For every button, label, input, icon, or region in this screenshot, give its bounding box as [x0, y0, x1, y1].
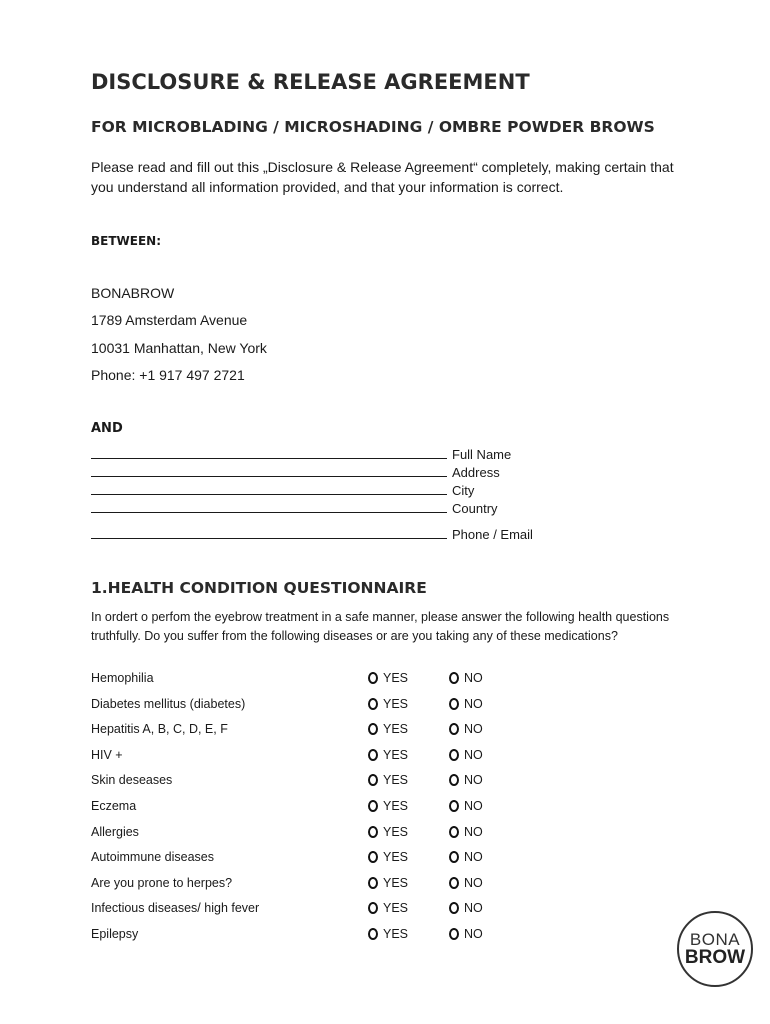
no-option[interactable]	[449, 748, 483, 762]
radio-circle-icon[interactable]	[368, 774, 378, 786]
yes-label: YES	[383, 824, 409, 839]
radio-circle-icon[interactable]	[368, 851, 378, 863]
full-name-label: Full Name	[452, 447, 512, 462]
radio-circle-icon[interactable]	[449, 826, 459, 838]
radio-circle-icon[interactable]	[449, 723, 459, 735]
country-field[interactable]	[91, 501, 498, 516]
yes-label: YES	[383, 901, 409, 916]
party-street: 1789 Amsterdam Avenue	[91, 312, 248, 328]
yes-option[interactable]	[368, 773, 408, 787]
no-option[interactable]	[449, 825, 483, 839]
no-option[interactable]	[449, 799, 483, 813]
question-row	[91, 901, 511, 921]
question-label: Infectious diseases/ high fever	[91, 901, 260, 916]
no-label: NO	[464, 901, 483, 916]
no-label: NO	[464, 875, 483, 890]
question-label: Epilepsy	[91, 927, 139, 941]
logo-line2: BROW	[684, 947, 746, 968]
question-label: Allergies	[91, 824, 139, 839]
radio-circle-icon[interactable]	[449, 672, 459, 684]
radio-circle-icon[interactable]	[368, 723, 378, 735]
yes-label: YES	[383, 927, 409, 941]
question-row	[91, 876, 511, 896]
radio-circle-icon[interactable]	[368, 877, 378, 889]
document-title: DISCLOSURE & RELEASE AGREEMENT	[91, 70, 530, 94]
questionnaire-intro: In ordert o perfom the eyebrow treatment in a safe manner, please answer the following health questions truthfully. Do you suffer from the following diseases or are you taking any of these medications?	[91, 610, 670, 643]
questionnaire-title: 1.HEALTH CONDITION QUESTIONNAIRE	[91, 579, 427, 597]
no-label: NO	[464, 799, 483, 813]
question-label: Autoimmune diseases	[91, 850, 214, 865]
between-label: BETWEEN:	[91, 234, 162, 248]
question-row	[91, 927, 511, 947]
party-city: 10031 Manhattan, New York	[91, 340, 267, 356]
intro-paragraph: Please read and fill out this „Disclosure & Release Agreement“ completely, making certain that you understand all information provided, and that your information is correct.	[91, 159, 674, 195]
radio-circle-icon[interactable]	[368, 826, 378, 838]
yes-label: YES	[383, 671, 409, 685]
yes-label: YES	[383, 696, 409, 711]
document-subtitle: FOR MICROBLADING / MICROSHADING / OMBRE POWDER BROWS	[91, 118, 655, 136]
party-name: BONABROW	[91, 285, 175, 301]
no-option[interactable]	[449, 901, 483, 915]
question-row	[91, 850, 511, 870]
yes-option[interactable]	[368, 901, 408, 915]
city-field[interactable]	[91, 483, 474, 498]
and-label: AND	[91, 421, 123, 436]
yes-option[interactable]	[368, 671, 408, 685]
question-row	[91, 722, 511, 742]
yes-option[interactable]	[368, 825, 408, 839]
no-option[interactable]	[449, 927, 483, 941]
radio-circle-icon[interactable]	[449, 851, 459, 863]
country-line[interactable]	[91, 501, 447, 513]
no-label: NO	[464, 722, 483, 737]
question-row	[91, 799, 511, 819]
radio-circle-icon[interactable]	[449, 774, 459, 786]
no-option[interactable]	[449, 773, 483, 787]
radio-circle-icon[interactable]	[368, 902, 378, 914]
no-label: NO	[464, 850, 483, 865]
question-row	[91, 697, 511, 717]
yes-option[interactable]	[368, 697, 408, 711]
radio-circle-icon[interactable]	[368, 672, 378, 684]
no-label: NO	[464, 824, 483, 839]
question-label: Skin deseases	[91, 773, 173, 788]
yes-label: YES	[383, 799, 409, 813]
no-option[interactable]	[449, 671, 483, 685]
question-row	[91, 671, 511, 691]
radio-circle-icon[interactable]	[368, 928, 378, 940]
yes-label: YES	[383, 747, 409, 762]
phone-email-field[interactable]	[91, 527, 533, 542]
yes-option[interactable]	[368, 799, 408, 813]
yes-label: YES	[383, 722, 409, 737]
city-label: City	[452, 483, 475, 498]
radio-circle-icon[interactable]	[449, 877, 459, 889]
yes-option[interactable]	[368, 748, 408, 762]
radio-circle-icon[interactable]	[449, 698, 459, 710]
country-label: Country	[452, 501, 498, 516]
yes-label: YES	[383, 850, 409, 865]
question-label: Hepatitis A, B, C, D, E, F	[91, 722, 228, 737]
address-label: Address	[452, 465, 500, 480]
yes-option[interactable]	[368, 927, 408, 941]
no-label: NO	[464, 671, 483, 685]
address-field[interactable]	[91, 465, 500, 480]
yes-option[interactable]	[368, 722, 408, 736]
radio-circle-icon[interactable]	[368, 800, 378, 812]
no-label: NO	[464, 696, 483, 711]
question-row	[91, 748, 511, 768]
radio-circle-icon[interactable]	[368, 749, 378, 761]
city-line[interactable]	[91, 483, 447, 495]
question-label: Are you prone to herpes?	[91, 875, 233, 890]
radio-circle-icon[interactable]	[449, 928, 459, 940]
full-name-field[interactable]	[91, 447, 511, 462]
yes-label: YES	[383, 875, 409, 890]
no-label: NO	[464, 773, 483, 788]
question-row	[91, 825, 511, 845]
no-label: NO	[464, 747, 483, 762]
no-option[interactable]	[449, 722, 483, 736]
question-label: HIV +	[91, 747, 123, 762]
phone-email-label: Phone / Email	[452, 527, 533, 542]
logo-line1: BONA	[689, 930, 741, 949]
question-label: Hemophilia	[91, 671, 154, 685]
bonabrow-logo	[677, 911, 753, 987]
radio-circle-icon[interactable]	[449, 749, 459, 761]
no-option[interactable]	[449, 850, 483, 864]
full-name-line[interactable]	[91, 447, 447, 459]
phone-email-line[interactable]	[91, 527, 447, 539]
radio-circle-icon[interactable]	[449, 800, 459, 812]
yes-label: YES	[383, 773, 409, 788]
radio-circle-icon[interactable]	[449, 902, 459, 914]
question-row	[91, 773, 511, 793]
yes-option[interactable]	[368, 876, 408, 890]
no-option[interactable]	[449, 876, 483, 890]
no-label: NO	[464, 927, 483, 941]
address-line[interactable]	[91, 465, 447, 477]
party-phone: Phone: +1 917 497 2721	[91, 367, 245, 383]
radio-circle-icon[interactable]	[368, 698, 378, 710]
question-label: Eczema	[91, 799, 137, 813]
no-option[interactable]	[449, 697, 483, 711]
yes-option[interactable]	[368, 850, 408, 864]
question-label: Diabetes mellitus (diabetes)	[91, 696, 246, 711]
